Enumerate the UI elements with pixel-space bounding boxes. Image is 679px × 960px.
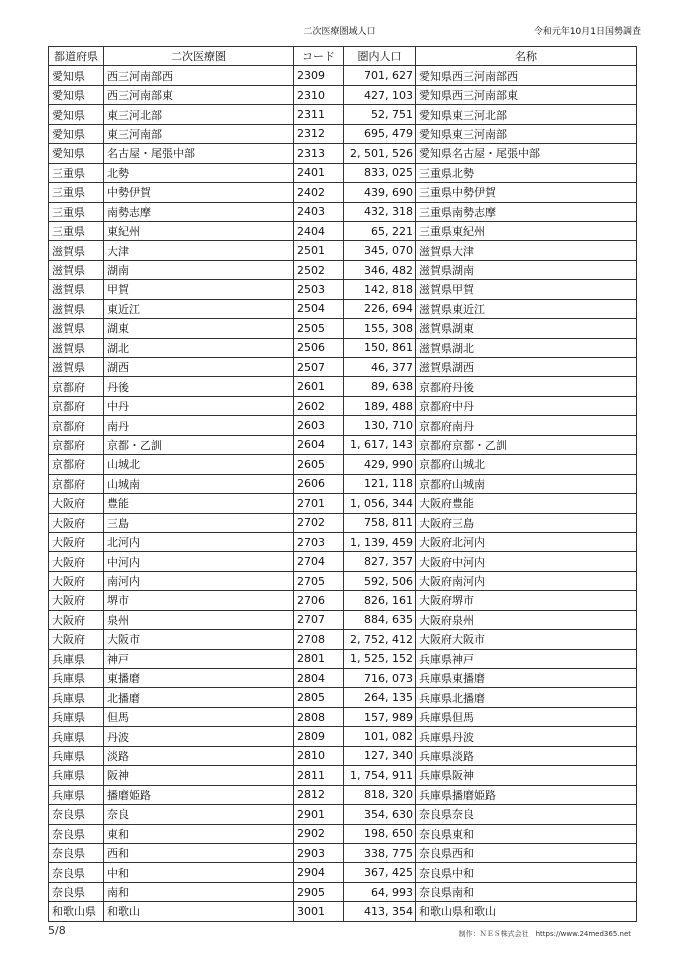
table-row: [49, 183, 637, 202]
cell-prefecture: 兵庫県: [49, 649, 104, 668]
cell-name: 奈良県奈良: [416, 805, 637, 824]
cell-prefecture: 兵庫県: [49, 785, 104, 804]
cell-population: 354, 630: [344, 805, 416, 824]
cell-medical-area: 北河内: [104, 532, 294, 551]
cell-medical-area: 中河内: [104, 552, 294, 571]
cell-name: 兵庫県神戸: [416, 649, 637, 668]
cell-prefecture: 三重県: [49, 163, 104, 182]
cell-population: 346, 482: [344, 260, 416, 279]
cell-prefecture: 京都府: [49, 435, 104, 454]
table-row: [49, 610, 637, 629]
cell-code: 2601: [294, 377, 344, 396]
cell-prefecture: 兵庫県: [49, 669, 104, 688]
table-row: [49, 669, 637, 688]
cell-prefecture: 滋賀県: [49, 280, 104, 299]
cell-medical-area: 南丹: [104, 416, 294, 435]
cell-code: 2901: [294, 805, 344, 824]
cell-population: 157, 989: [344, 707, 416, 726]
cell-code: 2506: [294, 338, 344, 357]
cell-name: 三重県中勢伊賀: [416, 183, 637, 202]
cell-name: 大阪府泉州: [416, 610, 637, 629]
cell-code: 2705: [294, 571, 344, 590]
cell-name: 奈良県西和: [416, 843, 637, 862]
cell-medical-area: 神戸: [104, 649, 294, 668]
table-row: [49, 124, 637, 143]
cell-medical-area: 西和: [104, 843, 294, 862]
cell-population: 818, 320: [344, 785, 416, 804]
table-row: [49, 299, 637, 318]
cell-name: 大阪府北河内: [416, 532, 637, 551]
cell-prefecture: 大阪府: [49, 494, 104, 513]
cell-population: 833, 025: [344, 163, 416, 182]
table-row: [49, 396, 637, 415]
cell-prefecture: 大阪府: [49, 571, 104, 590]
cell-prefecture: 兵庫県: [49, 766, 104, 785]
cell-code: 2402: [294, 183, 344, 202]
table-row: [49, 552, 637, 571]
cell-code: 2708: [294, 630, 344, 649]
cell-prefecture: 愛知県: [49, 85, 104, 104]
cell-code: 2903: [294, 843, 344, 862]
cell-code: 2312: [294, 124, 344, 143]
cell-medical-area: 山城北: [104, 455, 294, 474]
cell-name: 京都府山城北: [416, 455, 637, 474]
cell-population: 413, 354: [344, 902, 416, 921]
cell-prefecture: 京都府: [49, 396, 104, 415]
cell-code: 2606: [294, 474, 344, 493]
cell-prefecture: 京都府: [49, 416, 104, 435]
cell-medical-area: 阪神: [104, 766, 294, 785]
cell-name: 兵庫県淡路: [416, 746, 637, 765]
column-header-medical-area: 二次医療圏: [104, 47, 294, 66]
cell-code: 2403: [294, 202, 344, 221]
cell-population: 130, 710: [344, 416, 416, 435]
cell-prefecture: 大阪府: [49, 591, 104, 610]
cell-name: 愛知県西三河南部西: [416, 66, 637, 85]
cell-population: 46, 377: [344, 358, 416, 377]
cell-code: 2706: [294, 591, 344, 610]
cell-medical-area: 湖北: [104, 338, 294, 357]
cell-code: 2701: [294, 494, 344, 513]
survey-label: 令和元年10月1日国勢調査: [533, 27, 641, 37]
cell-name: 滋賀県湖南: [416, 260, 637, 279]
table-row: [49, 902, 637, 921]
cell-code: 2804: [294, 669, 344, 688]
cell-prefecture: 大阪府: [49, 513, 104, 532]
cell-prefecture: 滋賀県: [49, 260, 104, 279]
table-row: [49, 144, 637, 163]
cell-prefecture: 大阪府: [49, 532, 104, 551]
table-row: [49, 319, 637, 338]
table-row: [49, 766, 637, 785]
cell-name: 愛知県西三河南部東: [416, 85, 637, 104]
cell-medical-area: 豊能: [104, 494, 294, 513]
table-row: [49, 824, 637, 843]
cell-medical-area: 甲賀: [104, 280, 294, 299]
cell-population: 695, 479: [344, 124, 416, 143]
cell-population: 121, 118: [344, 474, 416, 493]
cell-code: 2309: [294, 66, 344, 85]
cell-name: 大阪府南河内: [416, 571, 637, 590]
cell-code: 2904: [294, 863, 344, 882]
cell-name: 大阪府三島: [416, 513, 637, 532]
cell-name: 滋賀県湖北: [416, 338, 637, 357]
table-row: [49, 85, 637, 104]
cell-population: 427, 103: [344, 85, 416, 104]
cell-medical-area: 泉州: [104, 610, 294, 629]
cell-population: 189, 488: [344, 396, 416, 415]
cell-code: 2502: [294, 260, 344, 279]
cell-prefecture: 愛知県: [49, 144, 104, 163]
cell-population: 592, 506: [344, 571, 416, 590]
cell-name: 大阪府中河内: [416, 552, 637, 571]
document-title: 二次医療圏域人口: [303, 27, 376, 37]
cell-name: 滋賀県大津: [416, 241, 637, 260]
column-header-population: 圏内人口: [344, 47, 416, 66]
cell-code: 2501: [294, 241, 344, 260]
cell-prefecture: 奈良県: [49, 843, 104, 862]
table-row: [49, 707, 637, 726]
cell-population: 155, 308: [344, 319, 416, 338]
table-header-row: [49, 47, 637, 66]
table-row: [49, 785, 637, 804]
table-row: [49, 338, 637, 357]
cell-name: 京都府中丹: [416, 396, 637, 415]
table-row: [49, 241, 637, 260]
cell-name: 愛知県東三河南部: [416, 124, 637, 143]
cell-code: 2801: [294, 649, 344, 668]
cell-prefecture: 兵庫県: [49, 688, 104, 707]
cell-prefecture: 愛知県: [49, 66, 104, 85]
cell-population: 52, 751: [344, 105, 416, 124]
cell-population: 64, 993: [344, 882, 416, 901]
table-row: [49, 474, 637, 493]
cell-medical-area: 東三河北部: [104, 105, 294, 124]
table-row: [49, 649, 637, 668]
cell-code: 3001: [294, 902, 344, 921]
cell-prefecture: 大阪府: [49, 630, 104, 649]
table-row: [49, 688, 637, 707]
page-number: 5/8: [48, 924, 66, 937]
cell-prefecture: 奈良県: [49, 824, 104, 843]
cell-population: 758, 811: [344, 513, 416, 532]
cell-population: 884, 635: [344, 610, 416, 629]
cell-name: 奈良県南和: [416, 882, 637, 901]
cell-medical-area: 播磨姫路: [104, 785, 294, 804]
cell-medical-area: 東三河南部: [104, 124, 294, 143]
column-header-prefecture: 都道府県: [49, 47, 104, 66]
cell-population: 367, 425: [344, 863, 416, 882]
cell-medical-area: 丹波: [104, 727, 294, 746]
table-row: [49, 630, 637, 649]
cell-name: 京都府京都・乙訓: [416, 435, 637, 454]
column-header-name: 名称: [416, 47, 637, 66]
cell-population: 1, 754, 911: [344, 766, 416, 785]
cell-code: 2503: [294, 280, 344, 299]
cell-name: 滋賀県甲賀: [416, 280, 637, 299]
cell-medical-area: 東近江: [104, 299, 294, 318]
cell-prefecture: 三重県: [49, 183, 104, 202]
cell-name: 大阪府大阪市: [416, 630, 637, 649]
cell-medical-area: 大津: [104, 241, 294, 260]
cell-medical-area: 淡路: [104, 746, 294, 765]
cell-name: 兵庫県東播磨: [416, 669, 637, 688]
cell-medical-area: 北勢: [104, 163, 294, 182]
cell-code: 2703: [294, 532, 344, 551]
cell-prefecture: 愛知県: [49, 105, 104, 124]
cell-code: 2905: [294, 882, 344, 901]
cell-prefecture: 滋賀県: [49, 319, 104, 338]
cell-code: 2811: [294, 766, 344, 785]
cell-code: 2704: [294, 552, 344, 571]
cell-population: 1, 139, 459: [344, 532, 416, 551]
column-header-code: コード: [294, 47, 344, 66]
table-row: [49, 455, 637, 474]
cell-medical-area: 名古屋・尾張中部: [104, 144, 294, 163]
cell-name: 愛知県名古屋・尾張中部: [416, 144, 637, 163]
table-row: [49, 494, 637, 513]
cell-code: 2313: [294, 144, 344, 163]
cell-name: 京都府山城南: [416, 474, 637, 493]
table-row: [49, 221, 637, 240]
cell-medical-area: 湖南: [104, 260, 294, 279]
cell-name: 奈良県東和: [416, 824, 637, 843]
cell-name: 滋賀県東近江: [416, 299, 637, 318]
cell-code: 2504: [294, 299, 344, 318]
cell-name: 滋賀県湖東: [416, 319, 637, 338]
cell-code: 2310: [294, 85, 344, 104]
table-row: [49, 358, 637, 377]
cell-medical-area: 堺市: [104, 591, 294, 610]
cell-prefecture: 和歌山県: [49, 902, 104, 921]
table-row: [49, 66, 637, 85]
table-row: [49, 863, 637, 882]
cell-medical-area: 東紀州: [104, 221, 294, 240]
cell-prefecture: 滋賀県: [49, 338, 104, 357]
cell-population: 1, 525, 152: [344, 649, 416, 668]
cell-population: 429, 990: [344, 455, 416, 474]
cell-prefecture: 愛知県: [49, 124, 104, 143]
table-row: [49, 513, 637, 532]
cell-name: 京都府丹後: [416, 377, 637, 396]
cell-code: 2805: [294, 688, 344, 707]
cell-population: 142, 818: [344, 280, 416, 299]
cell-name: 大阪府堺市: [416, 591, 637, 610]
cell-medical-area: 山城南: [104, 474, 294, 493]
cell-code: 2808: [294, 707, 344, 726]
cell-prefecture: 京都府: [49, 455, 104, 474]
cell-medical-area: 東播磨: [104, 669, 294, 688]
cell-medical-area: 西三河南部西: [104, 66, 294, 85]
cell-name: 和歌山県和歌山: [416, 902, 637, 921]
table-row: [49, 532, 637, 551]
cell-population: 432, 318: [344, 202, 416, 221]
cell-prefecture: 三重県: [49, 221, 104, 240]
cell-code: 2605: [294, 455, 344, 474]
cell-population: 264, 135: [344, 688, 416, 707]
cell-medical-area: 南勢志摩: [104, 202, 294, 221]
cell-prefecture: 奈良県: [49, 805, 104, 824]
cell-code: 2311: [294, 105, 344, 124]
cell-prefecture: 滋賀県: [49, 299, 104, 318]
cell-population: 2, 501, 526: [344, 144, 416, 163]
table-row: [49, 105, 637, 124]
cell-population: 101, 082: [344, 727, 416, 746]
table-row: [49, 416, 637, 435]
cell-code: 2404: [294, 221, 344, 240]
cell-name: 兵庫県丹波: [416, 727, 637, 746]
cell-name: 滋賀県湖西: [416, 358, 637, 377]
cell-population: 345, 070: [344, 241, 416, 260]
cell-prefecture: 兵庫県: [49, 707, 104, 726]
cell-name: 兵庫県但馬: [416, 707, 637, 726]
table-row: [49, 746, 637, 765]
cell-medical-area: 南河内: [104, 571, 294, 590]
cell-medical-area: 中勢伊賀: [104, 183, 294, 202]
cell-medical-area: 中丹: [104, 396, 294, 415]
cell-population: 2, 752, 412: [344, 630, 416, 649]
cell-prefecture: 滋賀県: [49, 358, 104, 377]
cell-medical-area: 大阪市: [104, 630, 294, 649]
cell-population: 827, 357: [344, 552, 416, 571]
table-row: [49, 805, 637, 824]
cell-medical-area: 奈良: [104, 805, 294, 824]
cell-code: 2810: [294, 746, 344, 765]
cell-code: 2603: [294, 416, 344, 435]
cell-code: 2505: [294, 319, 344, 338]
cell-code: 2602: [294, 396, 344, 415]
cell-population: 226, 694: [344, 299, 416, 318]
cell-code: 2902: [294, 824, 344, 843]
cell-name: 兵庫県播磨姫路: [416, 785, 637, 804]
cell-name: 愛知県東三河北部: [416, 105, 637, 124]
cell-name: 三重県北勢: [416, 163, 637, 182]
cell-prefecture: 奈良県: [49, 882, 104, 901]
cell-population: 1, 617, 143: [344, 435, 416, 454]
cell-code: 2604: [294, 435, 344, 454]
cell-prefecture: 兵庫県: [49, 746, 104, 765]
cell-medical-area: 南和: [104, 882, 294, 901]
cell-code: 2507: [294, 358, 344, 377]
cell-population: 198, 650: [344, 824, 416, 843]
table-row: [49, 280, 637, 299]
cell-code: 2707: [294, 610, 344, 629]
table-row: [49, 435, 637, 454]
cell-name: 三重県南勢志摩: [416, 202, 637, 221]
cell-population: 701, 627: [344, 66, 416, 85]
table-row: [49, 377, 637, 396]
cell-name: 大阪府豊能: [416, 494, 637, 513]
cell-prefecture: 大阪府: [49, 610, 104, 629]
table-row: [49, 163, 637, 182]
cell-code: 2401: [294, 163, 344, 182]
cell-population: 826, 161: [344, 591, 416, 610]
cell-code: 2809: [294, 727, 344, 746]
cell-name: 兵庫県北播磨: [416, 688, 637, 707]
cell-prefecture: 兵庫県: [49, 727, 104, 746]
cell-prefecture: 三重県: [49, 202, 104, 221]
cell-code: 2812: [294, 785, 344, 804]
cell-prefecture: 大阪府: [49, 552, 104, 571]
table-row: [49, 202, 637, 221]
cell-medical-area: 湖西: [104, 358, 294, 377]
cell-code: 2702: [294, 513, 344, 532]
cell-prefecture: 滋賀県: [49, 241, 104, 260]
cell-population: 439, 690: [344, 183, 416, 202]
credit-text: 制作：ＮＥＳ株式会社 https://www.24med365.net: [458, 930, 631, 938]
cell-name: 京都府南丹: [416, 416, 637, 435]
cell-name: 三重県東紀州: [416, 221, 637, 240]
cell-population: 127, 340: [344, 746, 416, 765]
table-row: [49, 591, 637, 610]
cell-population: 150, 861: [344, 338, 416, 357]
cell-medical-area: 東和: [104, 824, 294, 843]
cell-medical-area: 三島: [104, 513, 294, 532]
cell-population: 716, 073: [344, 669, 416, 688]
cell-medical-area: 京都・乙訓: [104, 435, 294, 454]
cell-prefecture: 京都府: [49, 474, 104, 493]
cell-medical-area: 但馬: [104, 707, 294, 726]
cell-medical-area: 北播磨: [104, 688, 294, 707]
cell-medical-area: 中和: [104, 863, 294, 882]
cell-population: 89, 638: [344, 377, 416, 396]
cell-medical-area: 湖東: [104, 319, 294, 338]
table-row: [49, 260, 637, 279]
cell-medical-area: 和歌山: [104, 902, 294, 921]
table-row: [49, 727, 637, 746]
cell-name: 兵庫県阪神: [416, 766, 637, 785]
table-row: [49, 882, 637, 901]
cell-prefecture: 奈良県: [49, 863, 104, 882]
population-table: [48, 46, 637, 922]
cell-population: 65, 221: [344, 221, 416, 240]
table-row: [49, 843, 637, 862]
cell-population: 1, 056, 344: [344, 494, 416, 513]
table-row: [49, 571, 637, 590]
cell-population: 338, 775: [344, 843, 416, 862]
cell-medical-area: 丹後: [104, 377, 294, 396]
cell-name: 奈良県中和: [416, 863, 637, 882]
cell-prefecture: 京都府: [49, 377, 104, 396]
cell-medical-area: 西三河南部東: [104, 85, 294, 104]
